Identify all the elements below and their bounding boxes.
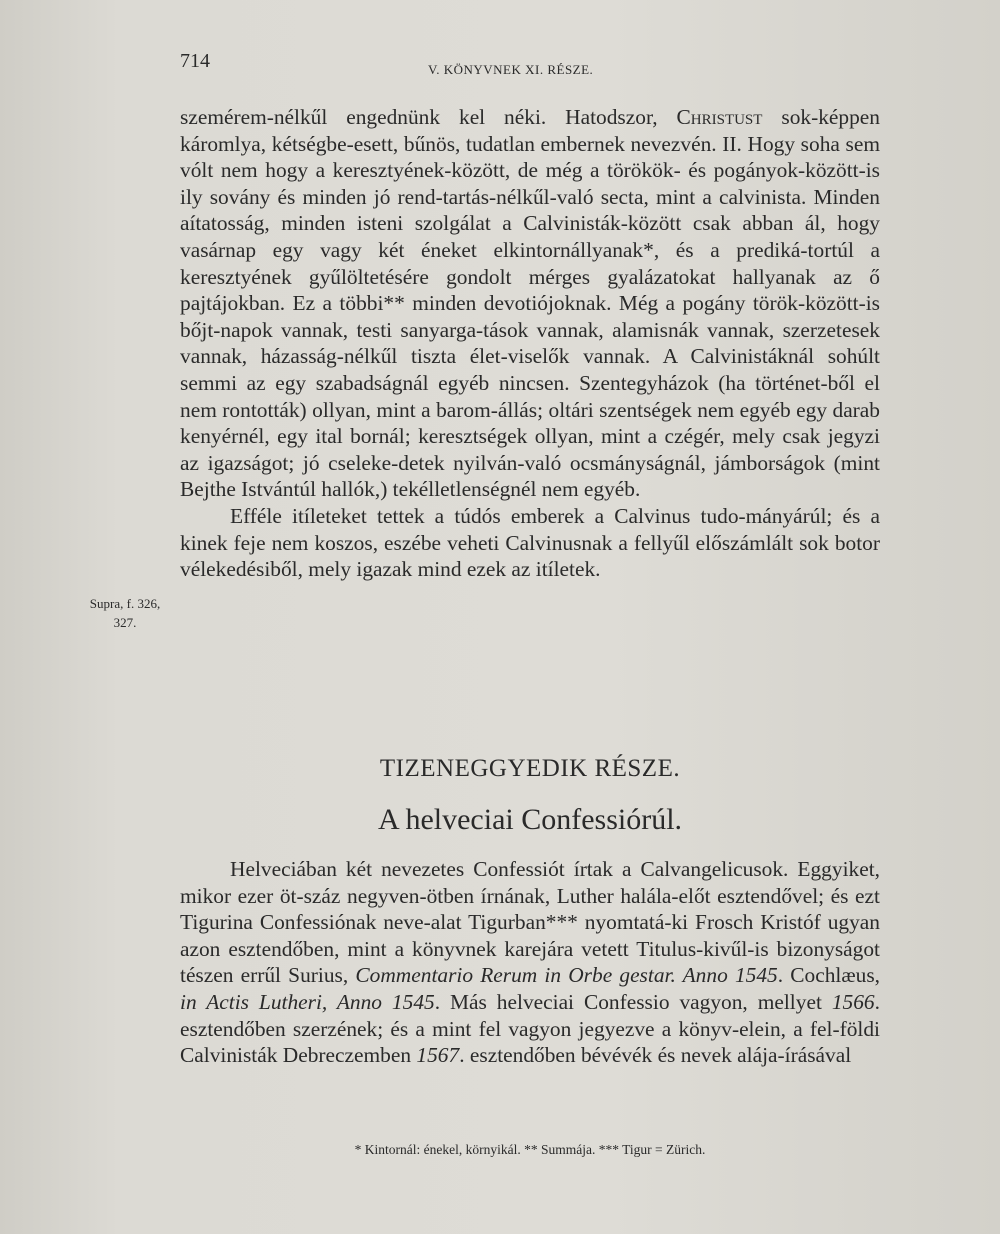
- italic-citation: Commentario Rerum in Orbe gestar. Anno 1545: [355, 963, 778, 988]
- chapter-text: [180, 856, 880, 1069]
- text-run: . Más helveciai Confessio vagyon, mellyet: [434, 989, 832, 1014]
- text-run: . Cochlæus,: [777, 963, 880, 988]
- margin-note-line: Supra, f. 326,: [89, 596, 161, 611]
- footnotes: * Kintornál: énekel, környikál. ** Summája. *** Tigur = Zürich.: [354, 1142, 706, 1157]
- margin-note-line: 327.: [113, 615, 137, 630]
- margin-note: [70, 594, 180, 632]
- italic-year: 1566: [831, 989, 875, 1014]
- text-run: . esztendőben bévévék és nevek alája-írásával: [459, 1043, 852, 1068]
- body-text: [180, 104, 880, 583]
- italic-citation: in Actis Lutheri, Anno 1545: [180, 989, 435, 1014]
- paragraph: [180, 104, 880, 503]
- text-run: sok-képpen káromlya, kétségbe-esett, bűnös, tudatlan embernek nevezvén. II. Hogy soha sem vólt nem hogy a keresztyének-között, de még a törökök- és pogányok-között-is ily sovány és minden jó rend-tartás-nélkűl-való secta, mint a calvinista. Minden aítatosság, minden isteni szolgálat a Calvinisták-között csak abban ál, hogy vasárnap egy vagy két éneket elkintornállyanak*, és a prediká-tortúl a keresztyének gyűlöltetésére gondolt mérges gyalázatokat hallyanak az ő pajtájokban. Ez a többi** minden devotiójoknak. Még a pogány török-között-is bőjt-napok vannak, testi sanyarga-tások vannak, alamisnák vannak, szerzetesek vannak, házasság-nélkűl tiszta élet-viselők vannak. A Calvinistáknál sohúlt semmi az egy szabadságnál egyéb nincsen. Szentegyházok (ha történet-ből el nem rontották) ollyan, mint a barom-állás; oltári szentségek nem egyéb egy darab kenyérnél, egy ital bornál; keresztségek ollyan, mint a czégér, mely csak jegyzi az igazságot; jó cseleke-detek nyilván-való ocsmányságnál, jámborságok (mint Bejthe Istvántúl hallók,) tekélletlenségnél nem egyéb.: [180, 105, 880, 502]
- page-number: 714: [180, 50, 210, 72]
- text-run: Helveciában két nevezetes Confessiót írtak a Calvangelicusok. Eggyiket, mikor ezer öt-száz negyven-ötben írnának, Luther halála-előt esztendővel; és ezt Tigurina Confessiónak neve-alat Tigurban*** nyomtatá-ki Frosch Kristóf ugyan azon esztendőben, mint a könyvnek karejára vetett Titulus-kivűl-is bizonyságot tészen errűl Surius,: [180, 857, 880, 988]
- paragraph: Efféle itíleteket tettek a túdós emberek a Calvinus tudo-mányárúl; és a kinek feje nem koszos, eszébe veheti Calvinusnak a fellyűl előszámlált sok botor vélekedésiből, mely igazak mind ezek az itíletek.: [180, 503, 880, 582]
- chapter-subtitle: A helveciai Confessiórúl.: [377, 803, 683, 836]
- small-caps-name: Christust: [676, 105, 763, 129]
- text-run: szemérem-nélkűl engednünk kel néki. Hatodszor,: [180, 105, 677, 129]
- text-run: . esztendőben szerzének; és a mint fel vagyon jegyezve a könyv-elein, a fel-földi Calvinisták Debreczemben: [180, 989, 880, 1068]
- running-head: V. KÖNYVNEK XI. RÉSZE.: [428, 62, 594, 77]
- chapter-title: TIZENEGGYEDIK RÉSZE.: [379, 755, 681, 782]
- paragraph: [180, 856, 880, 1069]
- italic-year: 1567: [416, 1043, 460, 1068]
